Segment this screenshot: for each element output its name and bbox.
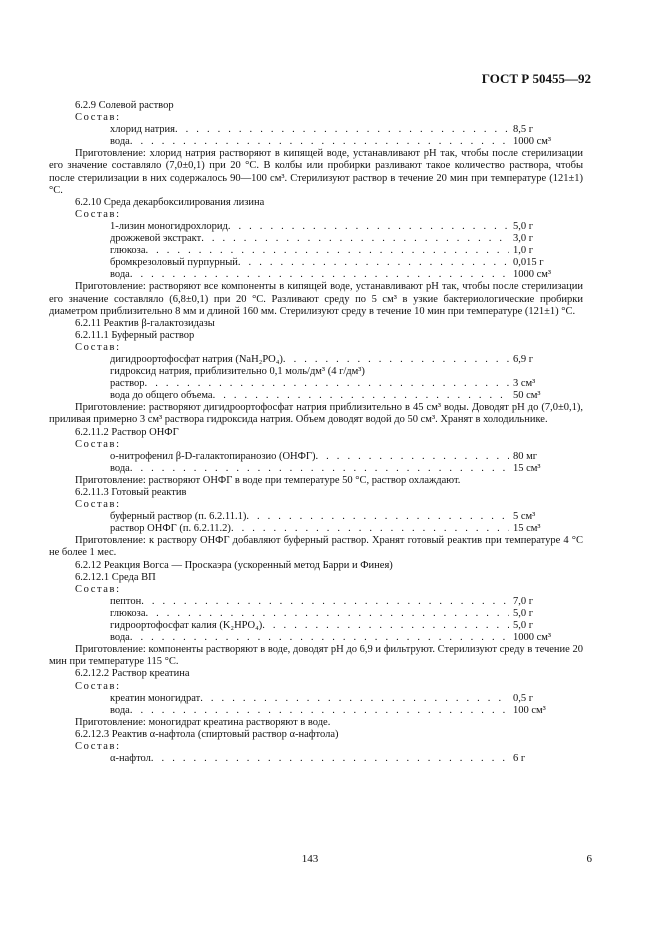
ingredient-amount: 7,0 г bbox=[513, 595, 534, 607]
section-heading: 6.2.12 Реакция Вогса — Проскаэра (ускоренный метод Барри и Финея) bbox=[75, 559, 393, 571]
ingredient-name: креатин моногидрат bbox=[110, 692, 201, 704]
ingredient-name: глюкоза bbox=[110, 607, 146, 619]
leader-dots bbox=[228, 221, 509, 233]
ingredient-amount: 5,0 г bbox=[513, 220, 534, 232]
document-body bbox=[49, 100, 583, 765]
ingredient-name: вода bbox=[110, 136, 130, 148]
preparation-text: Приготовление: к раствору ОНФГ добавляют буферный раствор. Хранят готовый реактив при температуре 4 °С не более 1 мес. bbox=[49, 535, 583, 559]
section-heading: 6.2.11 Реактив β-галактозидазы bbox=[75, 317, 215, 329]
leader-dots bbox=[231, 523, 509, 535]
ingredient-name: дигидроортофосфат натрия (NaH₂PO₄) bbox=[110, 353, 283, 365]
ingredient-name: раствор ОНФГ (п. 6.2.11.2) bbox=[110, 523, 231, 535]
ingredient-row bbox=[110, 366, 583, 378]
section-heading: 6.2.12.2 Раствор креатина bbox=[75, 668, 190, 680]
ingredient-amount: 1000 см³ bbox=[513, 136, 552, 148]
leader-dots bbox=[283, 354, 509, 366]
leader-dots bbox=[130, 136, 509, 148]
sheet-number: 6 bbox=[586, 853, 592, 865]
leader-dots bbox=[130, 463, 509, 475]
leader-dots bbox=[175, 124, 509, 136]
ingredient-amount: 15 см³ bbox=[513, 462, 541, 474]
ingredient-amount: 100 см³ bbox=[513, 704, 546, 716]
ingredient-amount: 5,0 г bbox=[513, 607, 534, 619]
ingredient-amount: 3,0 г bbox=[513, 233, 534, 245]
ingredient-row bbox=[110, 354, 583, 366]
ingredient-list bbox=[49, 596, 583, 644]
ingredient-row bbox=[110, 451, 583, 463]
page-number: 143 bbox=[301, 853, 319, 865]
ingredient-amount: 5 см³ bbox=[513, 511, 536, 523]
composition-label: Состав: bbox=[75, 680, 121, 692]
preparation-text: Приготовление: хлорид натрия растворяют в кипящей воде, устанавливают pH так, чтобы после стерилизации его значение составляло (7,0±0,1) при 20 °С. В колбы или пробирки разливают такое количество раствора, чтобы после стерилизации в них содержалось 90—100 см³. Стерилизуют раствор в течение 20 мин при температуре (121±1) °С. bbox=[49, 148, 583, 196]
ingredient-list bbox=[49, 451, 583, 475]
ingredient-name: раствор bbox=[110, 378, 145, 390]
leader-dots bbox=[141, 596, 509, 608]
leader-dots bbox=[151, 753, 509, 765]
section-heading: 6.2.12.1 Среда ВП bbox=[75, 571, 156, 583]
ingredient-name: хлорид натрия bbox=[110, 124, 175, 136]
ingredient-amount: 6,9 г bbox=[513, 353, 534, 365]
ingredient-row bbox=[110, 608, 583, 620]
ingredient-row bbox=[110, 463, 583, 475]
section-heading: 6.2.12.3 Реактив α-нафтола (спиртовый раствор α-нафтола) bbox=[75, 728, 339, 740]
ingredient-list bbox=[49, 124, 583, 148]
ingredient-amount: 15 см³ bbox=[513, 523, 541, 535]
ingredient-name: бромкрезоловый пурпурный bbox=[110, 257, 238, 269]
leader-dots bbox=[145, 245, 509, 257]
ingredient-name: α-нафтол bbox=[110, 753, 151, 765]
document-code: ГОСТ Р 50455—92 bbox=[481, 71, 591, 86]
ingredient-amount: 5,0 г bbox=[513, 620, 534, 632]
leader-dots bbox=[145, 378, 509, 390]
leader-dots bbox=[316, 451, 510, 463]
ingredient-row bbox=[110, 221, 583, 233]
ingredient-name: пептон bbox=[110, 595, 142, 607]
ingredient-list bbox=[49, 221, 583, 281]
composition-label: Состав: bbox=[75, 740, 121, 752]
ingredient-name: вода bbox=[110, 462, 130, 474]
ingredient-row bbox=[110, 705, 583, 717]
leader-dots bbox=[130, 269, 509, 281]
ingredient-row bbox=[110, 753, 583, 765]
composition-label: Состав: bbox=[75, 583, 121, 595]
ingredient-amount: 1000 см³ bbox=[513, 269, 552, 281]
leader-dots bbox=[213, 390, 509, 402]
ingredient-amount: 0,5 г bbox=[513, 692, 534, 704]
ingredient-amount: 8,5 г bbox=[513, 124, 534, 136]
ingredient-name: дрожжевой экстракт bbox=[110, 233, 202, 245]
preparation-text: Приготовление: растворяют дигидроортофосфат натрия приблизительно в 45 см³ воды. Доводят pH до (7,0±0,1), приливая примерно 3 см³ раствора гидроксида натрия. Объем доводят водой до 50 см³. Хранят в холодильнике. bbox=[49, 402, 583, 426]
ingredient-row bbox=[110, 245, 583, 257]
ingredient-amount: 6 г bbox=[513, 753, 526, 765]
ingredient-name: гидроксид натрия, приблизительно 0,1 моль/дм³ (4 г/дм³) bbox=[110, 366, 365, 378]
ingredient-name: о-нитрофенил β-D-галактопиранозио (ОНФГ) bbox=[110, 450, 316, 462]
ingredient-amount: 50 см³ bbox=[513, 390, 541, 402]
ingredient-name: буферный раствор (п. 6.2.11.1) bbox=[110, 511, 247, 523]
composition-label: Состав: bbox=[75, 438, 121, 450]
ingredient-row bbox=[110, 378, 583, 390]
leader-dots bbox=[130, 632, 509, 644]
leader-dots bbox=[200, 693, 509, 705]
ingredient-name: вода bbox=[110, 704, 130, 716]
ingredient-row bbox=[110, 136, 583, 148]
ingredient-amount: 1,0 г bbox=[513, 245, 534, 257]
ingredient-row bbox=[110, 233, 583, 245]
ingredient-list bbox=[49, 693, 583, 717]
ingredient-row bbox=[110, 620, 583, 632]
leader-dots bbox=[238, 257, 509, 269]
section-heading: 6.2.10 Среда декарбоксилирования лизина bbox=[75, 196, 265, 208]
preparation-text: Приготовление: растворяют ОНФГ в воде при температуре 50 °С, раствор охлаждают. bbox=[75, 474, 461, 486]
ingredient-row bbox=[110, 511, 583, 523]
ingredient-list bbox=[49, 354, 583, 402]
ingredient-name: 1-лизин моногидрохлорид bbox=[110, 220, 228, 232]
composition-label: Состав: bbox=[75, 499, 121, 511]
ingredient-amount: 80 мг bbox=[513, 450, 538, 462]
composition-label: Состав: bbox=[75, 112, 121, 124]
section-heading: 6.2.9 Солевой раствор bbox=[75, 100, 174, 111]
leader-dots bbox=[246, 511, 509, 523]
ingredient-row bbox=[110, 269, 583, 281]
composition-label: Состав: bbox=[75, 341, 121, 353]
ingredient-row bbox=[110, 124, 583, 136]
preparation-text: Приготовление: растворяют все компоненты в кипящей воде, устанавливают pH так, чтобы после стерилизации его значение составляло (6,8±0,1) при 20 °С. Разливают среду по 5 см³ в узкие бактериологические пробирки диаметром приблизительно 8 мм и длиной 160 мм. Стерилизуют среду в течение 10 мин при температуре (121±1) °С. bbox=[49, 281, 583, 317]
section-heading: 6.2.11.2 Раствор ОНФГ bbox=[75, 426, 179, 438]
leader-dots bbox=[145, 608, 509, 620]
ingredient-name: вода bbox=[110, 632, 130, 644]
ingredient-list bbox=[49, 511, 583, 535]
ingredient-list bbox=[49, 753, 583, 765]
ingredient-row bbox=[110, 693, 583, 705]
leader-dots bbox=[201, 233, 509, 245]
ingredient-row bbox=[110, 523, 583, 535]
ingredient-amount: 3 см³ bbox=[513, 378, 536, 390]
ingredient-amount: 0,015 г bbox=[513, 257, 544, 269]
ingredient-name: глюкоза bbox=[110, 245, 146, 257]
ingredient-row bbox=[110, 632, 583, 644]
ingredient-name: вода bbox=[110, 269, 130, 281]
preparation-text: Приготовление: моногидрат креатина растворяют в воде. bbox=[75, 716, 331, 728]
ingredient-row bbox=[110, 390, 583, 402]
leader-dots bbox=[262, 620, 509, 632]
section-heading: 6.2.11.3 Готовый реактив bbox=[75, 487, 187, 498]
composition-label: Состав: bbox=[75, 208, 121, 220]
ingredient-name: вода до общего объема bbox=[110, 390, 213, 402]
preparation-text: Приготовление: компоненты растворяют в воде, доводят pH до 6,9 и фильтруют. Стерилизуют среду в течение 20 мин при температуре 115 °С. bbox=[49, 644, 583, 668]
ingredient-amount: 1000 см³ bbox=[513, 632, 552, 644]
leader-dots bbox=[130, 705, 509, 717]
section-heading: 6.2.11.1 Буферный раствор bbox=[75, 329, 195, 341]
ingredient-row bbox=[110, 257, 583, 269]
ingredient-row bbox=[110, 596, 583, 608]
ingredient-name: гидроортофосфат калия (K₂HPO₄) bbox=[110, 620, 263, 632]
